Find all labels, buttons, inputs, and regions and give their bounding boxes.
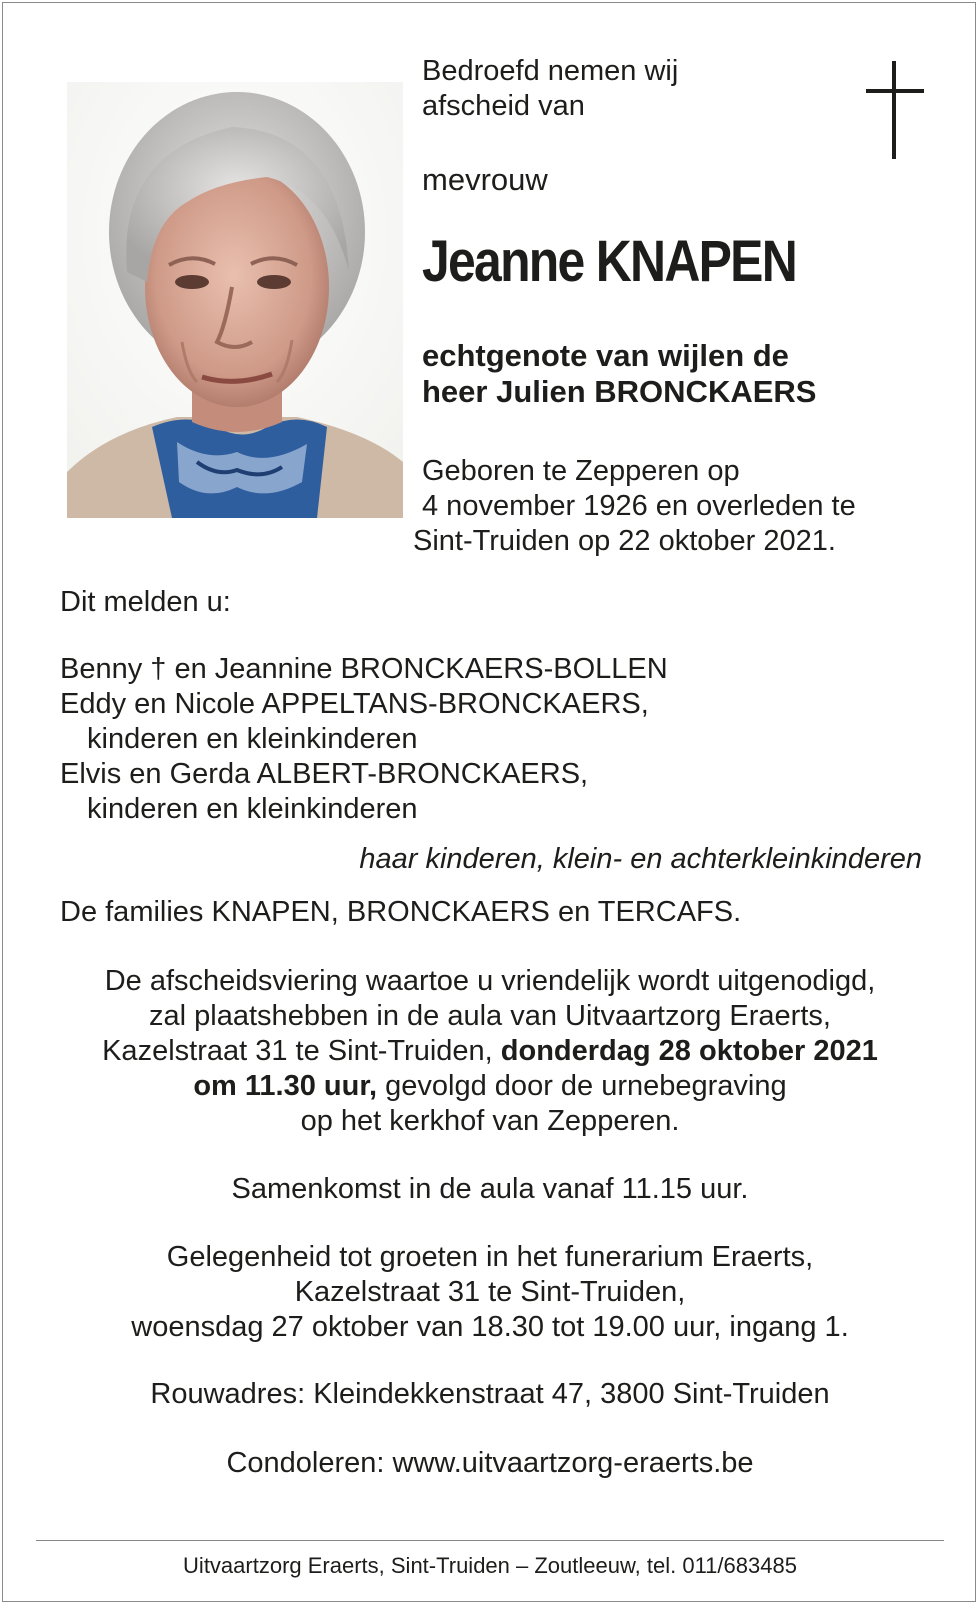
descendants-text: haar kinderen, klein- en achterkleinkinderen <box>359 843 922 875</box>
intro-line: afscheid van <box>422 90 585 122</box>
address-text: Rouwadres: Kleindekkenstraat 47, 3800 Sint-Truiden <box>150 1378 830 1410</box>
deceased-name: Jeanne KNAPEN <box>422 229 797 294</box>
families-text: De families KNAPEN, BRONCKAERS en TERCAFS. <box>60 896 742 928</box>
ceremony-location: Kazelstraat 31 te Sint-Truiden, <box>102 1035 501 1067</box>
visitation-line: Kazelstraat 31 te Sint-Truiden, <box>294 1276 686 1308</box>
cross-icon <box>866 61 924 159</box>
footer-text: Uitvaartzorg Eraerts, Sint-Truiden – Zoutleeuw, tel. 011/683485 <box>183 1553 797 1578</box>
intro-text <box>422 54 678 124</box>
birth-line: 4 november 1926 en overleden te <box>422 490 856 522</box>
family-line: kinderen en kleinkinderen <box>87 793 418 825</box>
portrait-photo <box>67 82 403 518</box>
visitation-line: Gelegenheid tot groeten in het funerarium Eraerts, <box>166 1241 814 1273</box>
ceremony-burial: gevolgd door de urnebegraving <box>377 1070 787 1102</box>
ceremony-line <box>0 1034 980 1069</box>
ceremony-text <box>0 964 980 1139</box>
ceremony-line <box>0 1069 980 1104</box>
ceremony-line: op het kerkhof van Zepperen. <box>300 1105 680 1137</box>
gathering-text: Samenkomst in de aula vanaf 11.15 uur. <box>231 1173 749 1205</box>
family-list <box>60 652 668 827</box>
spouse-line: heer Julien BRONCKAERS <box>422 374 817 409</box>
family-line: Benny † en Jeannine BRONCKAERS-BOLLEN <box>60 653 668 685</box>
title-prefix: mevrouw <box>422 162 548 197</box>
family-line: kinderen en kleinkinderen <box>87 723 418 755</box>
visitation-text <box>0 1240 980 1345</box>
spouse-text <box>422 338 816 410</box>
spouse-line: echtgenote van wijlen de <box>422 338 789 373</box>
birth-death-text <box>413 454 856 559</box>
family-line: Eddy en Nicole APPELTANS-BRONCKAERS, <box>60 688 649 720</box>
ceremony-line: zal plaatshebben in de aula van Uitvaartzorg Eraerts, <box>149 1000 831 1032</box>
visitation-line: woensdag 27 oktober van 18.30 tot 19.00 uur, ingang 1. <box>131 1311 849 1343</box>
intro-line: Bedroefd nemen wij <box>422 55 679 87</box>
ceremony-date: donderdag 28 oktober 2021 <box>500 1035 878 1067</box>
condolences-text: Condoleren: www.uitvaartzorg-eraerts.be <box>226 1447 754 1479</box>
birth-line: Sint-Truiden op 22 oktober 2021. <box>413 525 836 557</box>
footer-divider <box>36 1540 944 1541</box>
announce-text: Dit melden u: <box>60 586 231 618</box>
ceremony-time: om 11.30 uur, <box>193 1070 378 1102</box>
birth-line: Geboren te Zepperen op <box>422 455 740 487</box>
ceremony-line: De afscheidsviering waartoe u vriendelijk wordt uitgenodigd, <box>104 965 876 997</box>
family-line: Elvis en Gerda ALBERT-BRONCKAERS, <box>60 758 589 790</box>
